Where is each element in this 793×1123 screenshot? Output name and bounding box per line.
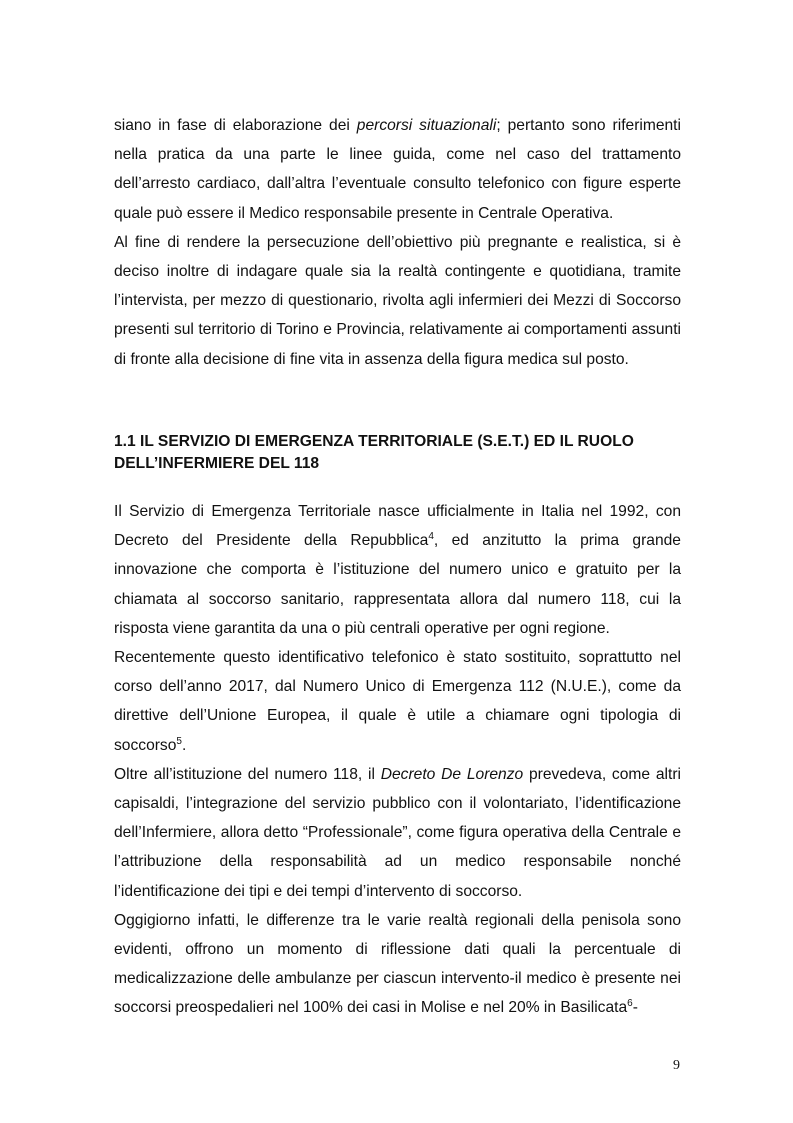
paragraph: Oggigiorno infatti, le differenze tra le varie realtà regionali della penisola sono evidenti, offrono un momento di riflessione dati quali la percentuale di medicalizzazione delle ambulanze per ciascun intervento-il medico è presente nei soccorsi preospedalieri nel 100% dei casi in Molise e nel 20% in Basilicata$^6$- [114,911,681,1017]
paragraph: Il Servizio di Emergenza Territoriale nasce ufficialmente in Italia nel 1992, con Decreto del Presidente della Repubblica$^4$, ed anzitutto la prima grande innovazione che comporta è l’istituzione del numero unico e gratuito per la chiamata al soccorso sanitario, rappresentata allora dal numero 118, cui la risposta viene garantita da una o più centrali operative per ogni regione. [114,503,681,637]
paragraph: siano in fase di elaborazione dei percorsi situazionali; pertanto sono riferimenti nella pratica da una parte le linee guida, come nel caso del trattamento dell’arresto cardiaco, dall’altra l’eventuale consulto telefonico con figure esperte quale può essere il Medico responsabile presente in Centrale Operativa. [114,117,681,222]
footnote-ref: 6 [627,998,633,1010]
paragraph: Oltre all’istituzione del numero 118, il Decreto De Lorenzo prevedeva, come altri capisaldi, l’integrazione del servizio pubblico con il volontariato, l’identificazione dell’Infermiere, allora detto “Professionale”, come figura operativa della Centrale e l’attribuzione della responsabilità ad un medico responsabile nonché l’identificazione dei tipi e dei tempi d’intervento di soccorso. [114,765,681,900]
paragraph: Recentemente questo identificativo telefonico è stato sostituito, soprattutto nel corso dell’anno 2017, dal Numero Unico di Emergenza 112 (N.U.E.), come da direttive dell’Unione Europea, il quale è utile a chiamare ogni tipologia di soccorso$^5$. [114,649,681,754]
paragraph: Al fine di rendere la persecuzione dell’obiettivo più pregnante e realistica, si è deciso inoltre di indagare quale sia la realtà contingente e quotidiana, tramite l’intervista, per mezzo di questionario, rivolta agli infermieri dei Mezzi di Soccorso presenti sul territorio di Torino e Provincia, relativamente ai comportamenti assunti di fronte alla decisione di fine vita in assenza della figura medica sul posto. [114,233,681,368]
emphasis-text: percorsi situazionali [356,117,497,134]
page-number: 9 [673,1058,680,1073]
emphasis-text: Decreto De Lorenzo [380,765,524,783]
footnote-ref: 5 [176,735,182,747]
intro-section [114,111,681,374]
section-heading: 1.1 IL SERVIZIO DI EMERGENZA TERRITORIALE (S.E.T.) ED IL RUOLO DELL’INFERMIERE DEL 118 [114,433,634,472]
body-section [114,497,681,1023]
footnote-ref: 4 [428,531,434,543]
